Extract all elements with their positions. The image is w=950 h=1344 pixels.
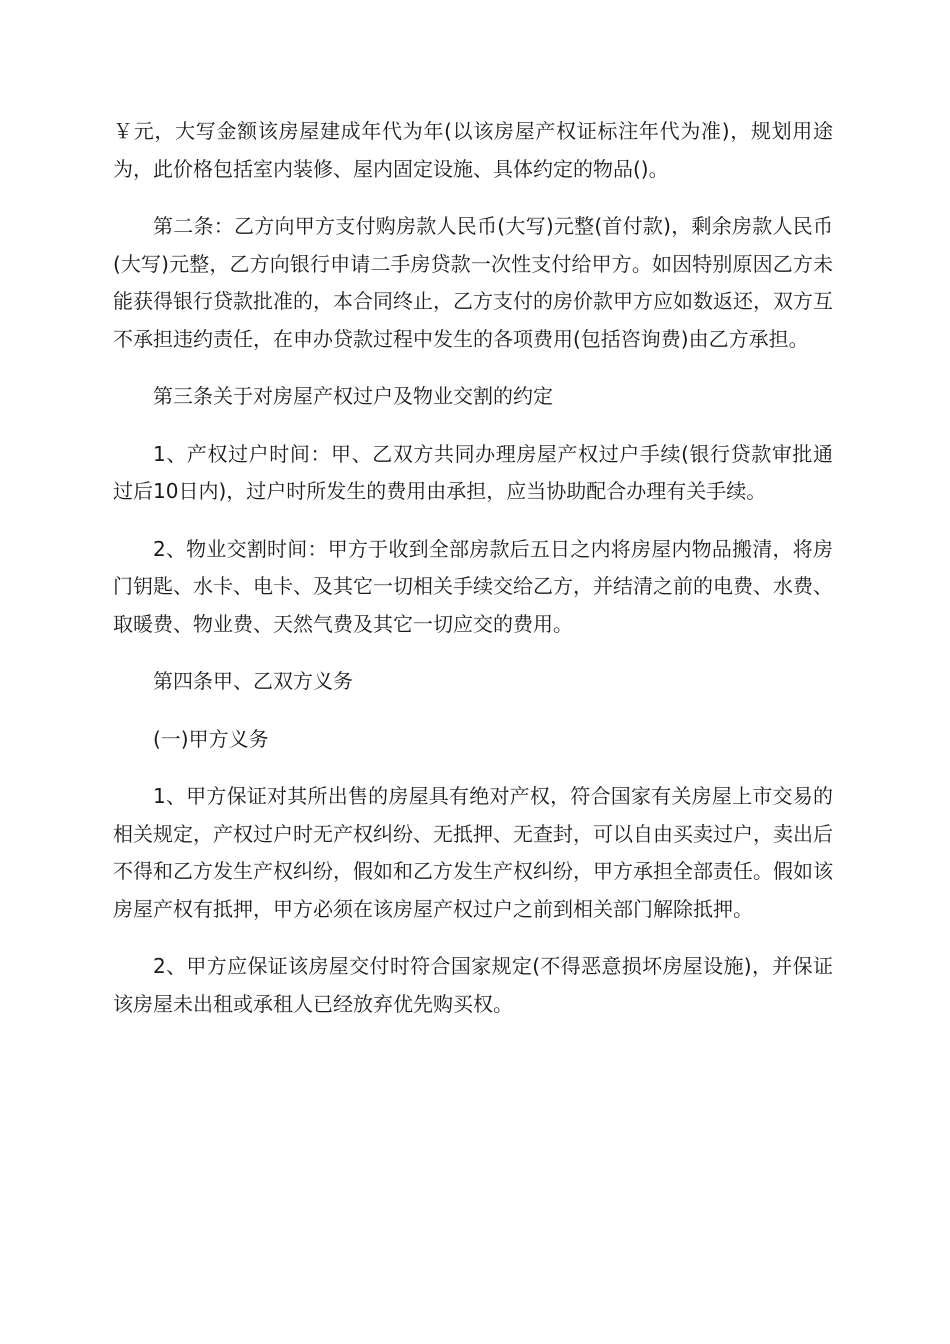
- heading-article-4: 第四条甲、乙双方义务: [153, 669, 353, 693]
- paragraph-party-a-obligation-1: 1、甲方保证对其所出售的房屋具有绝对产权，符合国家有关房屋上市交易的相关规定，产权过户时无产权纠纷、无抵押、无查封，可以自由买卖过户，卖出后不得和乙方发生产权纠纷，假如和乙方发生产权纠纷，甲方承担全部责任。假如该房屋产权有抵押，甲方必须在该房屋产权过户之前到相关部门解除抵押。: [113, 784, 833, 921]
- heading-article-3: 第三条关于对房屋产权过户及物业交割的约定: [153, 384, 553, 408]
- paragraph-article-2: 第二条：乙方向甲方支付购房款人民币(大写)元整(首付款)，剩余房款人民币(大写)元整，乙方向银行申请二手房贷款一次性支付给甲方。如因特别原因乙方未能获得银行贷款批准的，本合同终止，乙方支付的房价款甲方应如数返还，双方互不承担违约责任，在申办贷款过程中发生的各项费用(包括咨询费)由乙方承担。: [113, 214, 833, 351]
- paragraph-price-continuation: ￥元，大写金额该房屋建成年代为年(以该房屋产权证标注年代为准)，规划用途为，此价格包括室内装修、屋内固定设施、具体约定的物品()。: [113, 119, 833, 181]
- heading-party-a-obligations: (一)甲方义务: [153, 726, 269, 751]
- paragraph-handover-time: 2、物业交割时间：甲方于收到全部房款后五日之内将房屋内物品搬清，将房门钥匙、水卡、电卡、及其它一切相关手续交给乙方，并结清之前的电费、水费、取暖费、物业费、天然气费及其它一切应交的费用。: [113, 536, 833, 636]
- paragraph-transfer-time: 1、产权过户时间：甲、乙双方共同办理房屋产权过户手续(银行贷款审批通过后10日内)，过户时所发生的费用由承担，应当协助配合办理有关手续。: [113, 441, 833, 503]
- paragraph-party-a-obligation-2: 2、甲方应保证该房屋交付时符合国家规定(不得恶意损坏房屋设施)，并保证该房屋未出租或承租人已经放弃优先购买权。: [113, 954, 833, 1016]
- document-body: [113, 113, 833, 1043]
